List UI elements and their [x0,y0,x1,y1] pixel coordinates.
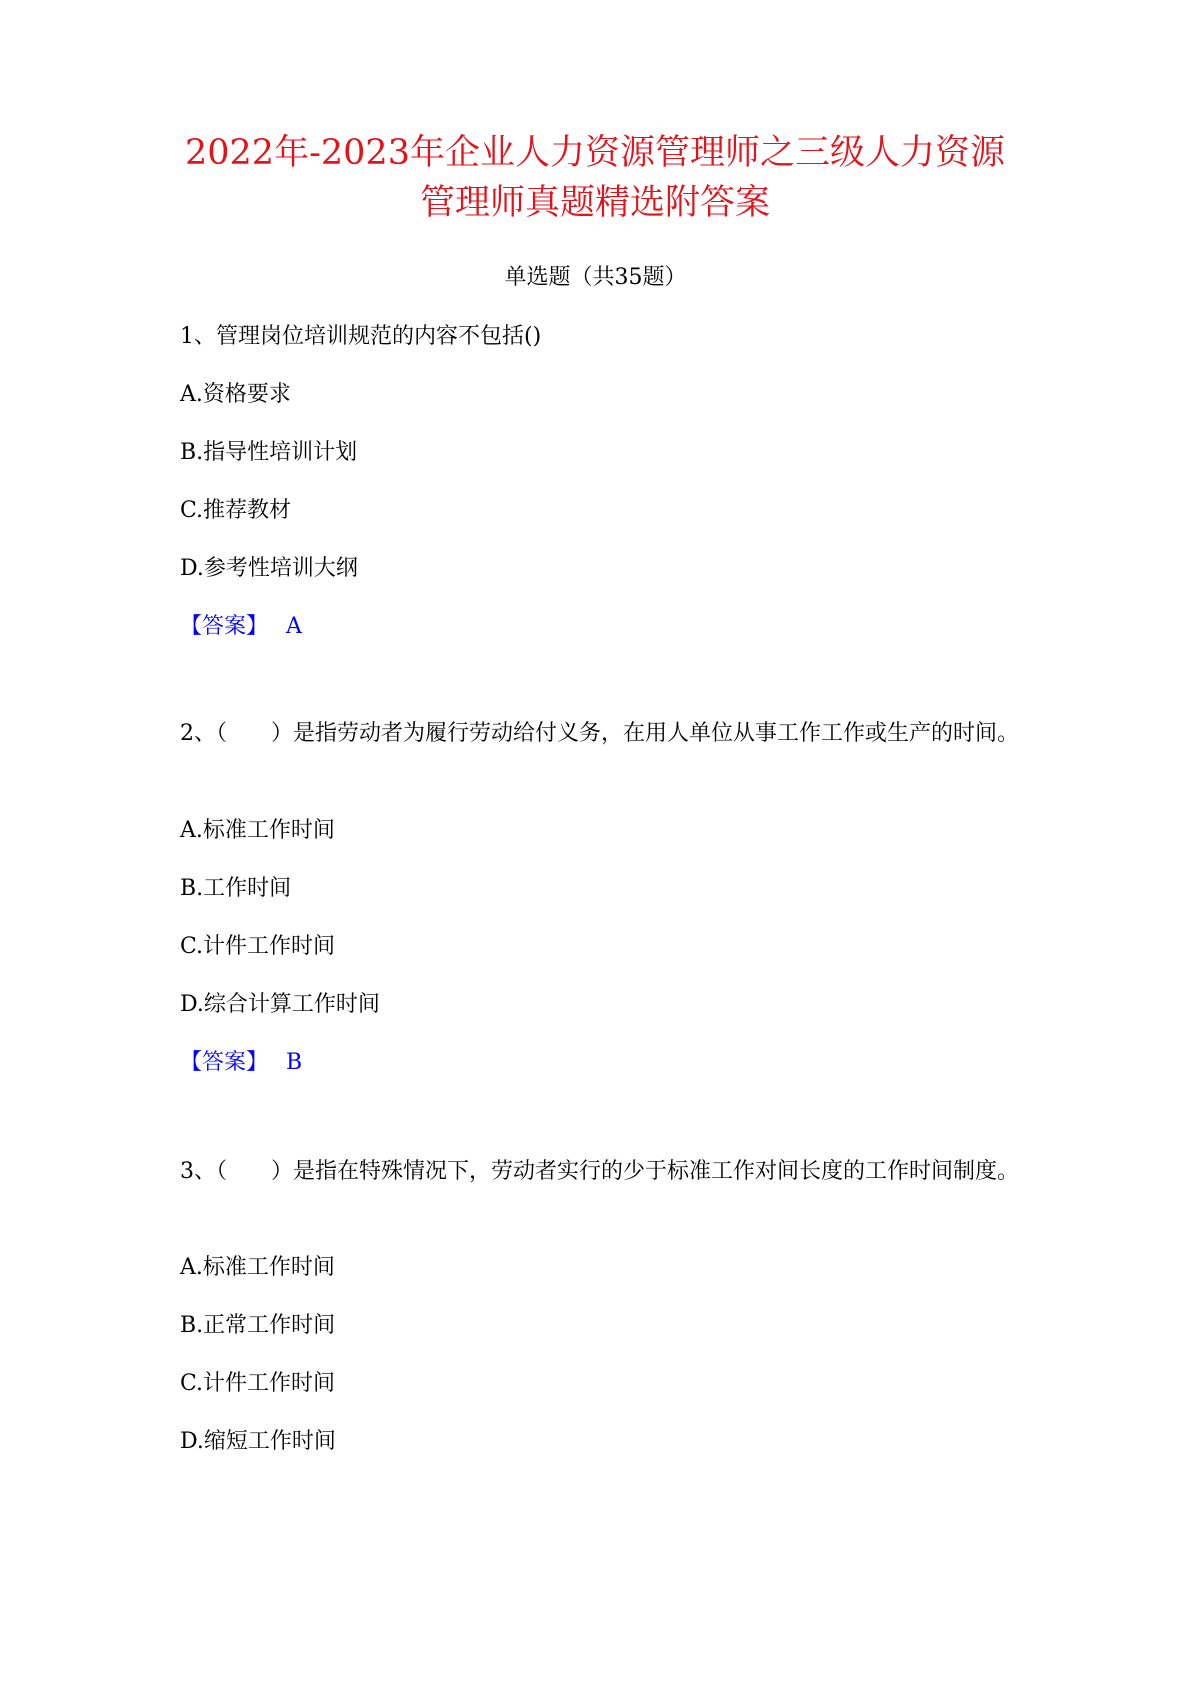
question-1-option-a: A.资格要求 [180,382,291,407]
question-2-stem: 2、（ ）是指劳动者为履行劳动给付义务，在用人单位从事工作工作或生产的时间。 [180,721,1019,746]
question-2-option-c: C.计件工作时间 [180,934,336,959]
question-3-option-c: C.计件工作时间 [180,1371,336,1396]
document-title: 2022年-2023年企业人力资源管理师之三级人力资源管理师真题精选附答案 [185,133,1005,223]
question-2-option-d: D.综合计算工作时间 [180,992,380,1017]
question-2-option-a: A.标准工作时间 [180,818,335,843]
question-1-option-c: C.推荐教材 [180,498,292,523]
question-1-answer [180,612,302,642]
question-2-answer [180,1048,302,1078]
question-3-option-a: A.标准工作时间 [180,1255,335,1280]
answer-value: A [286,614,302,639]
question-1-option-d: D.参考性培训大纲 [180,556,358,581]
answer-value: B [286,1050,303,1075]
question-1-stem: 1、管理岗位培训规范的内容不包括() [180,324,542,349]
question-3-option-d: D.缩短工作时间 [180,1429,336,1454]
question-2-option-b: B.工作时间 [180,876,292,901]
question-3-option-b: B.正常工作时间 [180,1313,336,1338]
answer-label: 【答案】 [180,614,269,639]
section-heading: 单选题（共35题） [504,265,687,290]
answer-label: 【答案】 [180,1050,269,1075]
question-1-option-b: B.指导性培训计划 [180,440,358,465]
question-3-stem: 3、（ ）是指在特殊情况下，劳动者实行的少于标准工作对间长度的工作时间制度。 [180,1159,1019,1184]
